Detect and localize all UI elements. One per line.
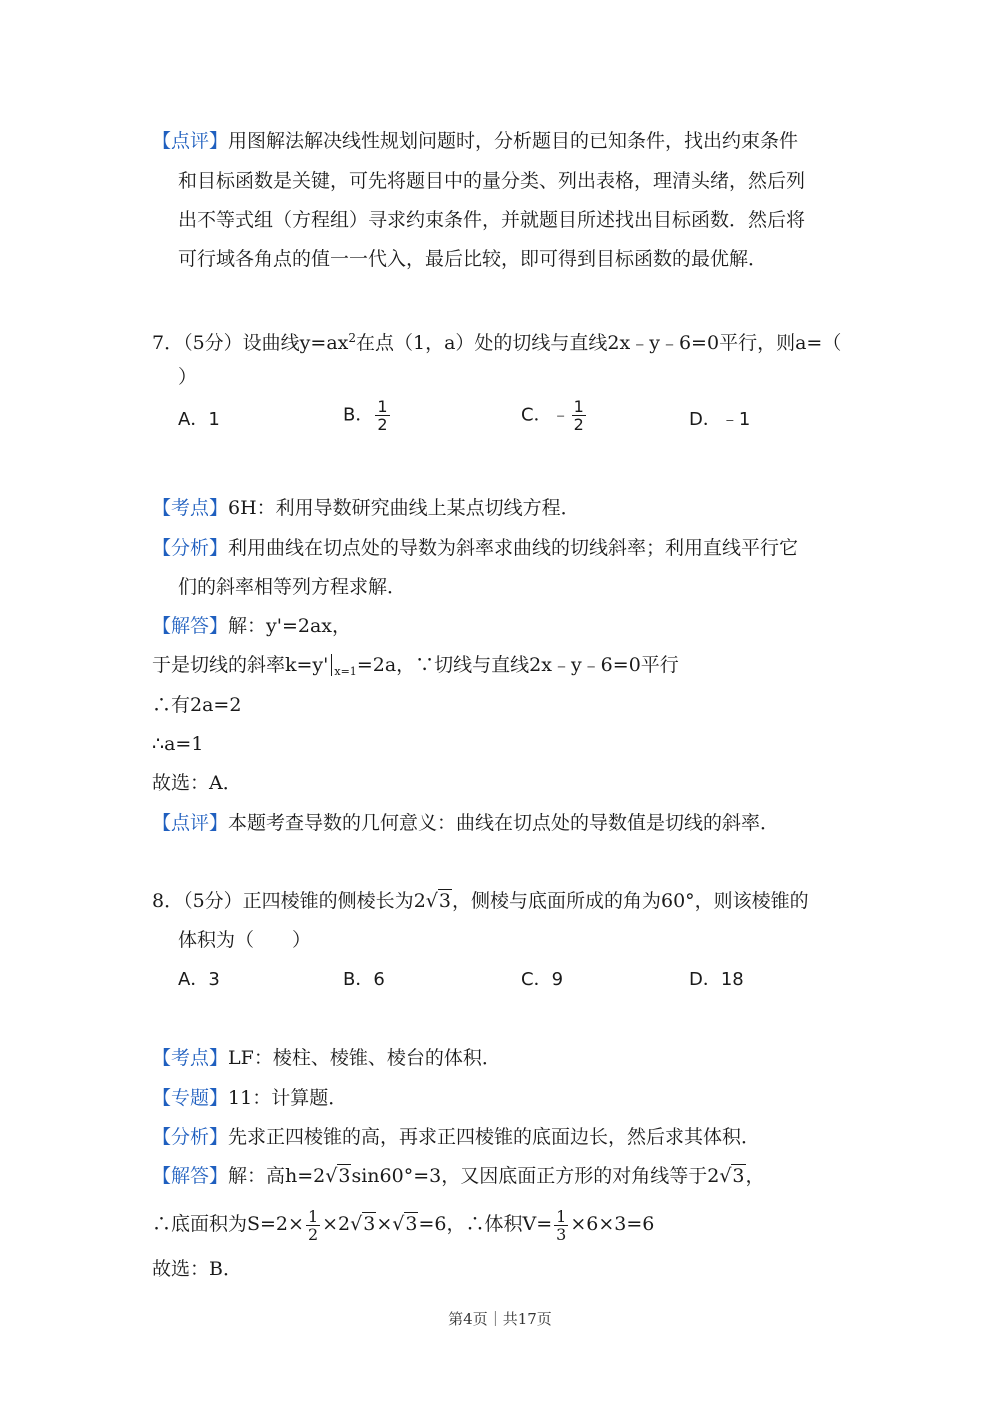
q8-kaodian: 【考点】LF：棱柱、棱锥、棱台的体积． [152,1047,501,1069]
q7-jieda-2: 于是切线的斜率k=y' $_{x=1}$=2a，∵切线与直线2x﹣y﹣6=0平行 [152,654,679,678]
sqrt: √3 [350,1213,376,1235]
q7-stem: 7．（5分）设曲线$y=ax^2$在点（1，a）处的切线与直线2x﹣y﹣6=0平行，则a=（ [152,331,842,354]
review-tag: 【点评】 [152,130,229,152]
q7-option-d: D．﹣1 [689,409,751,430]
review-line-4: 可行域各角点的值一一代入，最后比较，即可得到目标函数的最优解． [178,248,768,270]
q7-dianping: 【点评】本题考查导数的几何意义：曲线在切点处的导数值是切线的斜率． [152,812,780,834]
q8-fenxi: 【分析】先求正四棱锥的高，再求正四棱锥的底面边长，然后求其体积． [152,1126,761,1148]
fraction: $\frac{1}{2}$ [307,1206,319,1244]
q7-jieda-3: ∴有2a=2 [152,694,242,716]
q7-jieda-5: 故选：A． [152,772,242,794]
q8-stem-2: 体积为（ ） [178,929,312,951]
q7-option-b: B． $\frac{1}{2}$ [343,397,388,434]
sqrt: √3 [392,1213,418,1235]
q7-jieda-4: ∴a=1 [152,733,204,755]
sqrt: √3 [325,1165,351,1187]
q8-jieda-2: ∴底面积为S=2× $\frac{1}{2}$ ×2√3×√3=6，∴体积V= $\frac{1}{3}$ ×6×3=6 [152,1202,654,1246]
fraction: $\frac{1}{2}$ [573,397,584,434]
q7-option-c: C．﹣ $\frac{1}{2}$ [521,397,584,434]
review-line-3: 出不等式组（方程组）寻求约束条件，并就题目所述找出目标函数．然后将 [178,209,806,231]
q8-jieda-3: 故选：B． [152,1258,242,1280]
q8-jieda: 【解答】解：高h=2√3sin60°=3，又因底面正方形的对角线等于2√3， [152,1165,765,1187]
sqrt: √3 [719,1165,745,1187]
q8-option-d: D．18 [689,969,744,990]
q7-fenxi: 【分析】利用曲线在切点处的导数为斜率求曲线的切线斜率；利用直线平行它 [152,537,799,559]
page-footer: 第4页｜共17页 [448,1310,552,1328]
review-line-1: 【点评】用图解法解决线性规划问题时，分析题目的已知条件，找出约束条件 [152,130,799,152]
q7-option-a: A．1 [178,409,220,430]
q7-kaodian: 【考点】6H：利用导数研究曲线上某点切线方程． [152,497,580,519]
q7-jieda: 【解答】解：y'=2ax， [152,615,352,637]
fraction: $\frac{1}{2}$ [377,397,388,434]
q8-option-b: B．6 [343,969,385,990]
q7-fenxi-2: 们的斜率相等列方程求解． [178,576,407,598]
q8-stem: 8．（5分）正四棱锥的侧棱长为2√3，侧棱与底面所成的角为60°，则该棱锥的 [152,890,809,912]
q8-option-a: A．3 [178,969,220,990]
q8-option-c: C．9 [521,969,564,990]
review-line-2: 和目标函数是关键，可先将题目中的量分类、列出表格，理清头绪，然后列 [178,170,806,192]
q7-stem-end: ） [178,366,198,388]
q8-zhuanti: 【专题】11：计算题． [152,1087,348,1109]
sqrt: √3 [425,890,451,912]
fraction: $\frac{1}{3}$ [556,1206,567,1244]
